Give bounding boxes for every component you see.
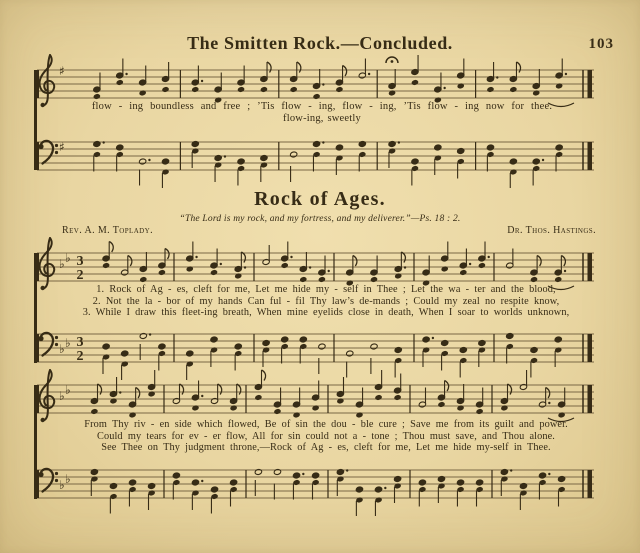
song-title: Rock of Ages.	[254, 188, 386, 210]
verse-line: 2. Not the la - bor of my hands Can ful - fil Thy law’s de-mands ; Could my zeal no respite know,	[92, 295, 560, 307]
scripture-epigraph: “The Lord is my rock, and my fortress, and my deliverer.”—Ps. 18 : 2.	[179, 214, 461, 224]
svg-text:♭: ♭	[65, 251, 71, 265]
svg-text:♭: ♭	[65, 336, 71, 350]
verse-line: 3. While I draw this fleet-ing breath, When mine eyelids close in death, When I soar to worlds unknown,	[82, 307, 570, 318]
verse-line: From Thy riv - en side which flowed, Be of sin the dou - ble cure ; Save me from its guilt and power.	[84, 419, 568, 430]
svg-text:3: 3	[76, 335, 84, 350]
verse-line: See Thee on Thy judgment throne,—Rock of Ag - es, cleft for me, Let me hide my-self in Thee.	[101, 442, 551, 453]
svg-text:3: 3	[76, 254, 84, 269]
svg-text:♭: ♭	[65, 472, 71, 486]
svg-text:♭: ♭	[59, 478, 65, 492]
composer-credit: Dr. Thos. Hastings.	[507, 225, 596, 236]
svg-text:♭: ♭	[59, 342, 65, 356]
svg-text:♭: ♭	[65, 383, 71, 397]
verse-line: Could my tears for ev - er flow, All for sin could not a - tone ; Thou must save, and Thou alone.	[96, 430, 555, 442]
svg-text:♯: ♯	[59, 64, 65, 78]
svg-text:♭: ♭	[59, 389, 65, 403]
lyric-line: flow - ing boundless and free ; ’Tis flow - ing, flow - ing, ’Tis flow - ing now for thee.	[91, 101, 553, 112]
staff-ages-system2-bass	[34, 446, 604, 516]
author-credit: Rev. A. M. Toplady.	[62, 225, 153, 236]
svg-text:♭: ♭	[59, 257, 65, 271]
verse-line: 1. Rock of Ag - es, cleft for me, Let me hide my - self in Thee ; Let the wa - ter and the blood,	[96, 284, 556, 295]
staff-smitten-bass	[34, 118, 604, 188]
svg-text:2: 2	[76, 349, 84, 364]
svg-text:2: 2	[76, 268, 84, 283]
svg-text:♯: ♯	[59, 140, 65, 154]
page-number: 103	[588, 36, 614, 52]
page-title: The Smitten Rock.—Concluded.	[187, 33, 453, 53]
lyric-subline: flow-ing, sweetly	[283, 113, 361, 124]
